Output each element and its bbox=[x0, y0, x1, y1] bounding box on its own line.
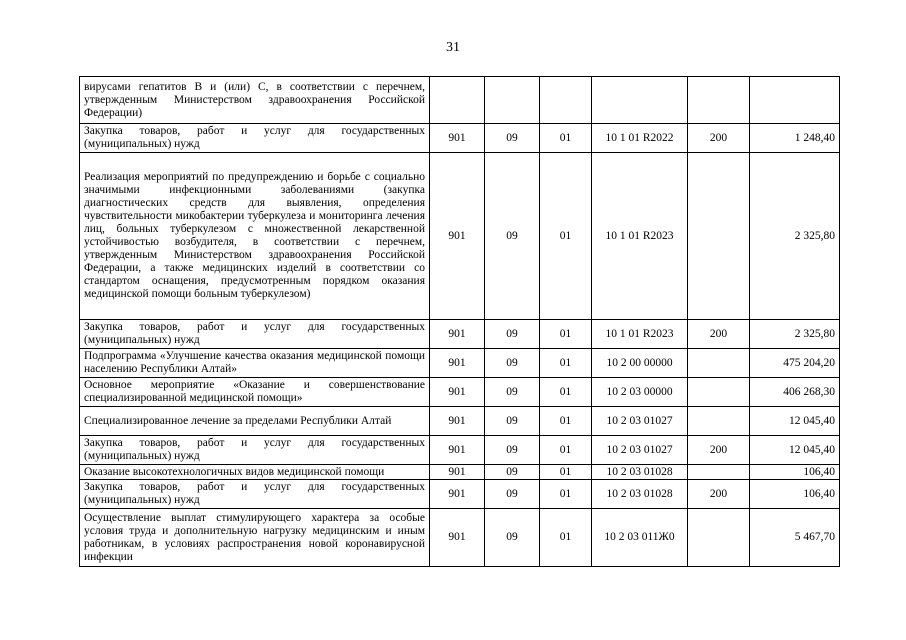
amount-cell: 475 204,20 bbox=[750, 349, 840, 378]
target-article-cell bbox=[592, 77, 688, 124]
section-cell: 09 bbox=[485, 124, 540, 153]
row-name: Оказание высокотехнологичных видов медицинской помощи bbox=[80, 465, 430, 480]
row-name: Специализированное лечение за пределами Республики Алтай bbox=[80, 407, 430, 436]
section-cell: 09 bbox=[485, 480, 540, 509]
section-cell: 09 bbox=[485, 436, 540, 465]
expense-type-cell: 200 bbox=[688, 436, 750, 465]
expense-type-cell bbox=[688, 153, 750, 320]
subsection-cell: 01 bbox=[540, 349, 592, 378]
expense-type-cell bbox=[688, 77, 750, 124]
table-row bbox=[80, 436, 840, 465]
target-article-cell: 10 2 03 01028 bbox=[592, 480, 688, 509]
subsection-cell: 01 bbox=[540, 320, 592, 349]
grbs-cell: 901 bbox=[430, 465, 485, 480]
subsection-cell: 01 bbox=[540, 509, 592, 567]
expense-type-cell: 200 bbox=[688, 124, 750, 153]
table-row bbox=[80, 153, 840, 320]
row-name: Реализация мероприятий по предупреждению и борьбе с социально значимыми инфекционными заболеваниями (закупка диагностических средств для выявления, определения чувствительности микобактерии туберкулеза и мониторинга лечения лиц, больных туберкулезом с множественной лекарственной устойчивостью возбудителя, в соответствии с перечнем, утвержденным Министерством здравоохранения Российской Федерации, а также медицинских изделий в соответствии со стандартом оснащения, предусмотренным порядком оказания медицинской помощи больным туберкулезом) bbox=[80, 153, 430, 320]
grbs-cell: 901 bbox=[430, 378, 485, 407]
page-number: 31 bbox=[446, 40, 460, 55]
subsection-cell: 01 bbox=[540, 436, 592, 465]
target-article-cell: 10 2 03 00000 bbox=[592, 378, 688, 407]
section-cell: 09 bbox=[485, 349, 540, 378]
target-article-cell: 10 1 01 R2023 bbox=[592, 320, 688, 349]
target-article-cell: 10 2 00 00000 bbox=[592, 349, 688, 378]
amount-cell: 106,40 bbox=[750, 465, 840, 480]
row-name: Закупка товаров, работ и услуг для государственных (муниципальных) нужд bbox=[80, 480, 430, 509]
expense-type-cell bbox=[688, 407, 750, 436]
target-article-cell: 10 2 03 01027 bbox=[592, 436, 688, 465]
amount-cell: 12 045,40 bbox=[750, 436, 840, 465]
section-cell bbox=[485, 77, 540, 124]
budget-table bbox=[79, 76, 840, 567]
grbs-cell: 901 bbox=[430, 153, 485, 320]
table-body bbox=[80, 77, 840, 567]
expense-type-cell bbox=[688, 378, 750, 407]
grbs-cell: 901 bbox=[430, 349, 485, 378]
subsection-cell bbox=[540, 77, 592, 124]
section-cell: 09 bbox=[485, 407, 540, 436]
grbs-cell: 901 bbox=[430, 436, 485, 465]
expense-type-cell: 200 bbox=[688, 320, 750, 349]
target-article-cell: 10 1 01 R2023 bbox=[592, 153, 688, 320]
amount-cell: 2 325,80 bbox=[750, 320, 840, 349]
amount-cell: 106,40 bbox=[750, 480, 840, 509]
expense-type-cell bbox=[688, 465, 750, 480]
grbs-cell: 901 bbox=[430, 509, 485, 567]
amount-cell: 5 467,70 bbox=[750, 509, 840, 567]
section-cell: 09 bbox=[485, 509, 540, 567]
row-name: Осуществление выплат стимулирующего характера за особые условия труда и дополнительную нагрузку медицинским и иным работникам, в условиях распространения новой коронавирусной инфекции bbox=[80, 509, 430, 567]
table-row bbox=[80, 465, 840, 480]
subsection-cell: 01 bbox=[540, 480, 592, 509]
row-name: Закупка товаров, работ и услуг для государственных (муниципальных) нужд bbox=[80, 436, 430, 465]
section-cell: 09 bbox=[485, 378, 540, 407]
target-article-cell: 10 2 03 011Ж0 bbox=[592, 509, 688, 567]
grbs-cell: 901 bbox=[430, 320, 485, 349]
row-name: Подпрограмма «Улучшение качества оказания медицинской помощи населению Республики Алтай» bbox=[80, 349, 430, 378]
amount-cell: 12 045,40 bbox=[750, 407, 840, 436]
subsection-cell: 01 bbox=[540, 124, 592, 153]
row-name: вирусами гепатитов В и (или) С, в соответствии с перечнем, утвержденным Министерством здравоохранения Российской Федерации) bbox=[80, 77, 430, 124]
table-row bbox=[80, 509, 840, 567]
grbs-cell: 901 bbox=[430, 407, 485, 436]
subsection-cell: 01 bbox=[540, 465, 592, 480]
table-row bbox=[80, 124, 840, 153]
row-name: Основное мероприятие «Оказание и совершенствование специализированной медицинской помощи» bbox=[80, 378, 430, 407]
amount-cell bbox=[750, 77, 840, 124]
subsection-cell: 01 bbox=[540, 153, 592, 320]
table-row bbox=[80, 349, 840, 378]
row-name: Закупка товаров, работ и услуг для государственных (муниципальных) нужд bbox=[80, 320, 430, 349]
table-row bbox=[80, 378, 840, 407]
subsection-cell: 01 bbox=[540, 378, 592, 407]
target-article-cell: 10 2 03 01028 bbox=[592, 465, 688, 480]
amount-cell: 2 325,80 bbox=[750, 153, 840, 320]
row-name: Закупка товаров, работ и услуг для государственных (муниципальных) нужд bbox=[80, 124, 430, 153]
amount-cell: 406 268,30 bbox=[750, 378, 840, 407]
table-row bbox=[80, 407, 840, 436]
table-row bbox=[80, 77, 840, 124]
section-cell: 09 bbox=[485, 320, 540, 349]
subsection-cell: 01 bbox=[540, 407, 592, 436]
grbs-cell bbox=[430, 77, 485, 124]
grbs-cell: 901 bbox=[430, 124, 485, 153]
target-article-cell: 10 1 01 R2022 bbox=[592, 124, 688, 153]
section-cell: 09 bbox=[485, 465, 540, 480]
target-article-cell: 10 2 03 01027 bbox=[592, 407, 688, 436]
amount-cell: 1 248,40 bbox=[750, 124, 840, 153]
section-cell: 09 bbox=[485, 153, 540, 320]
grbs-cell: 901 bbox=[430, 480, 485, 509]
table-row bbox=[80, 320, 840, 349]
expense-type-cell: 200 bbox=[688, 480, 750, 509]
expense-type-cell bbox=[688, 509, 750, 567]
table-row bbox=[80, 480, 840, 509]
expense-type-cell bbox=[688, 349, 750, 378]
